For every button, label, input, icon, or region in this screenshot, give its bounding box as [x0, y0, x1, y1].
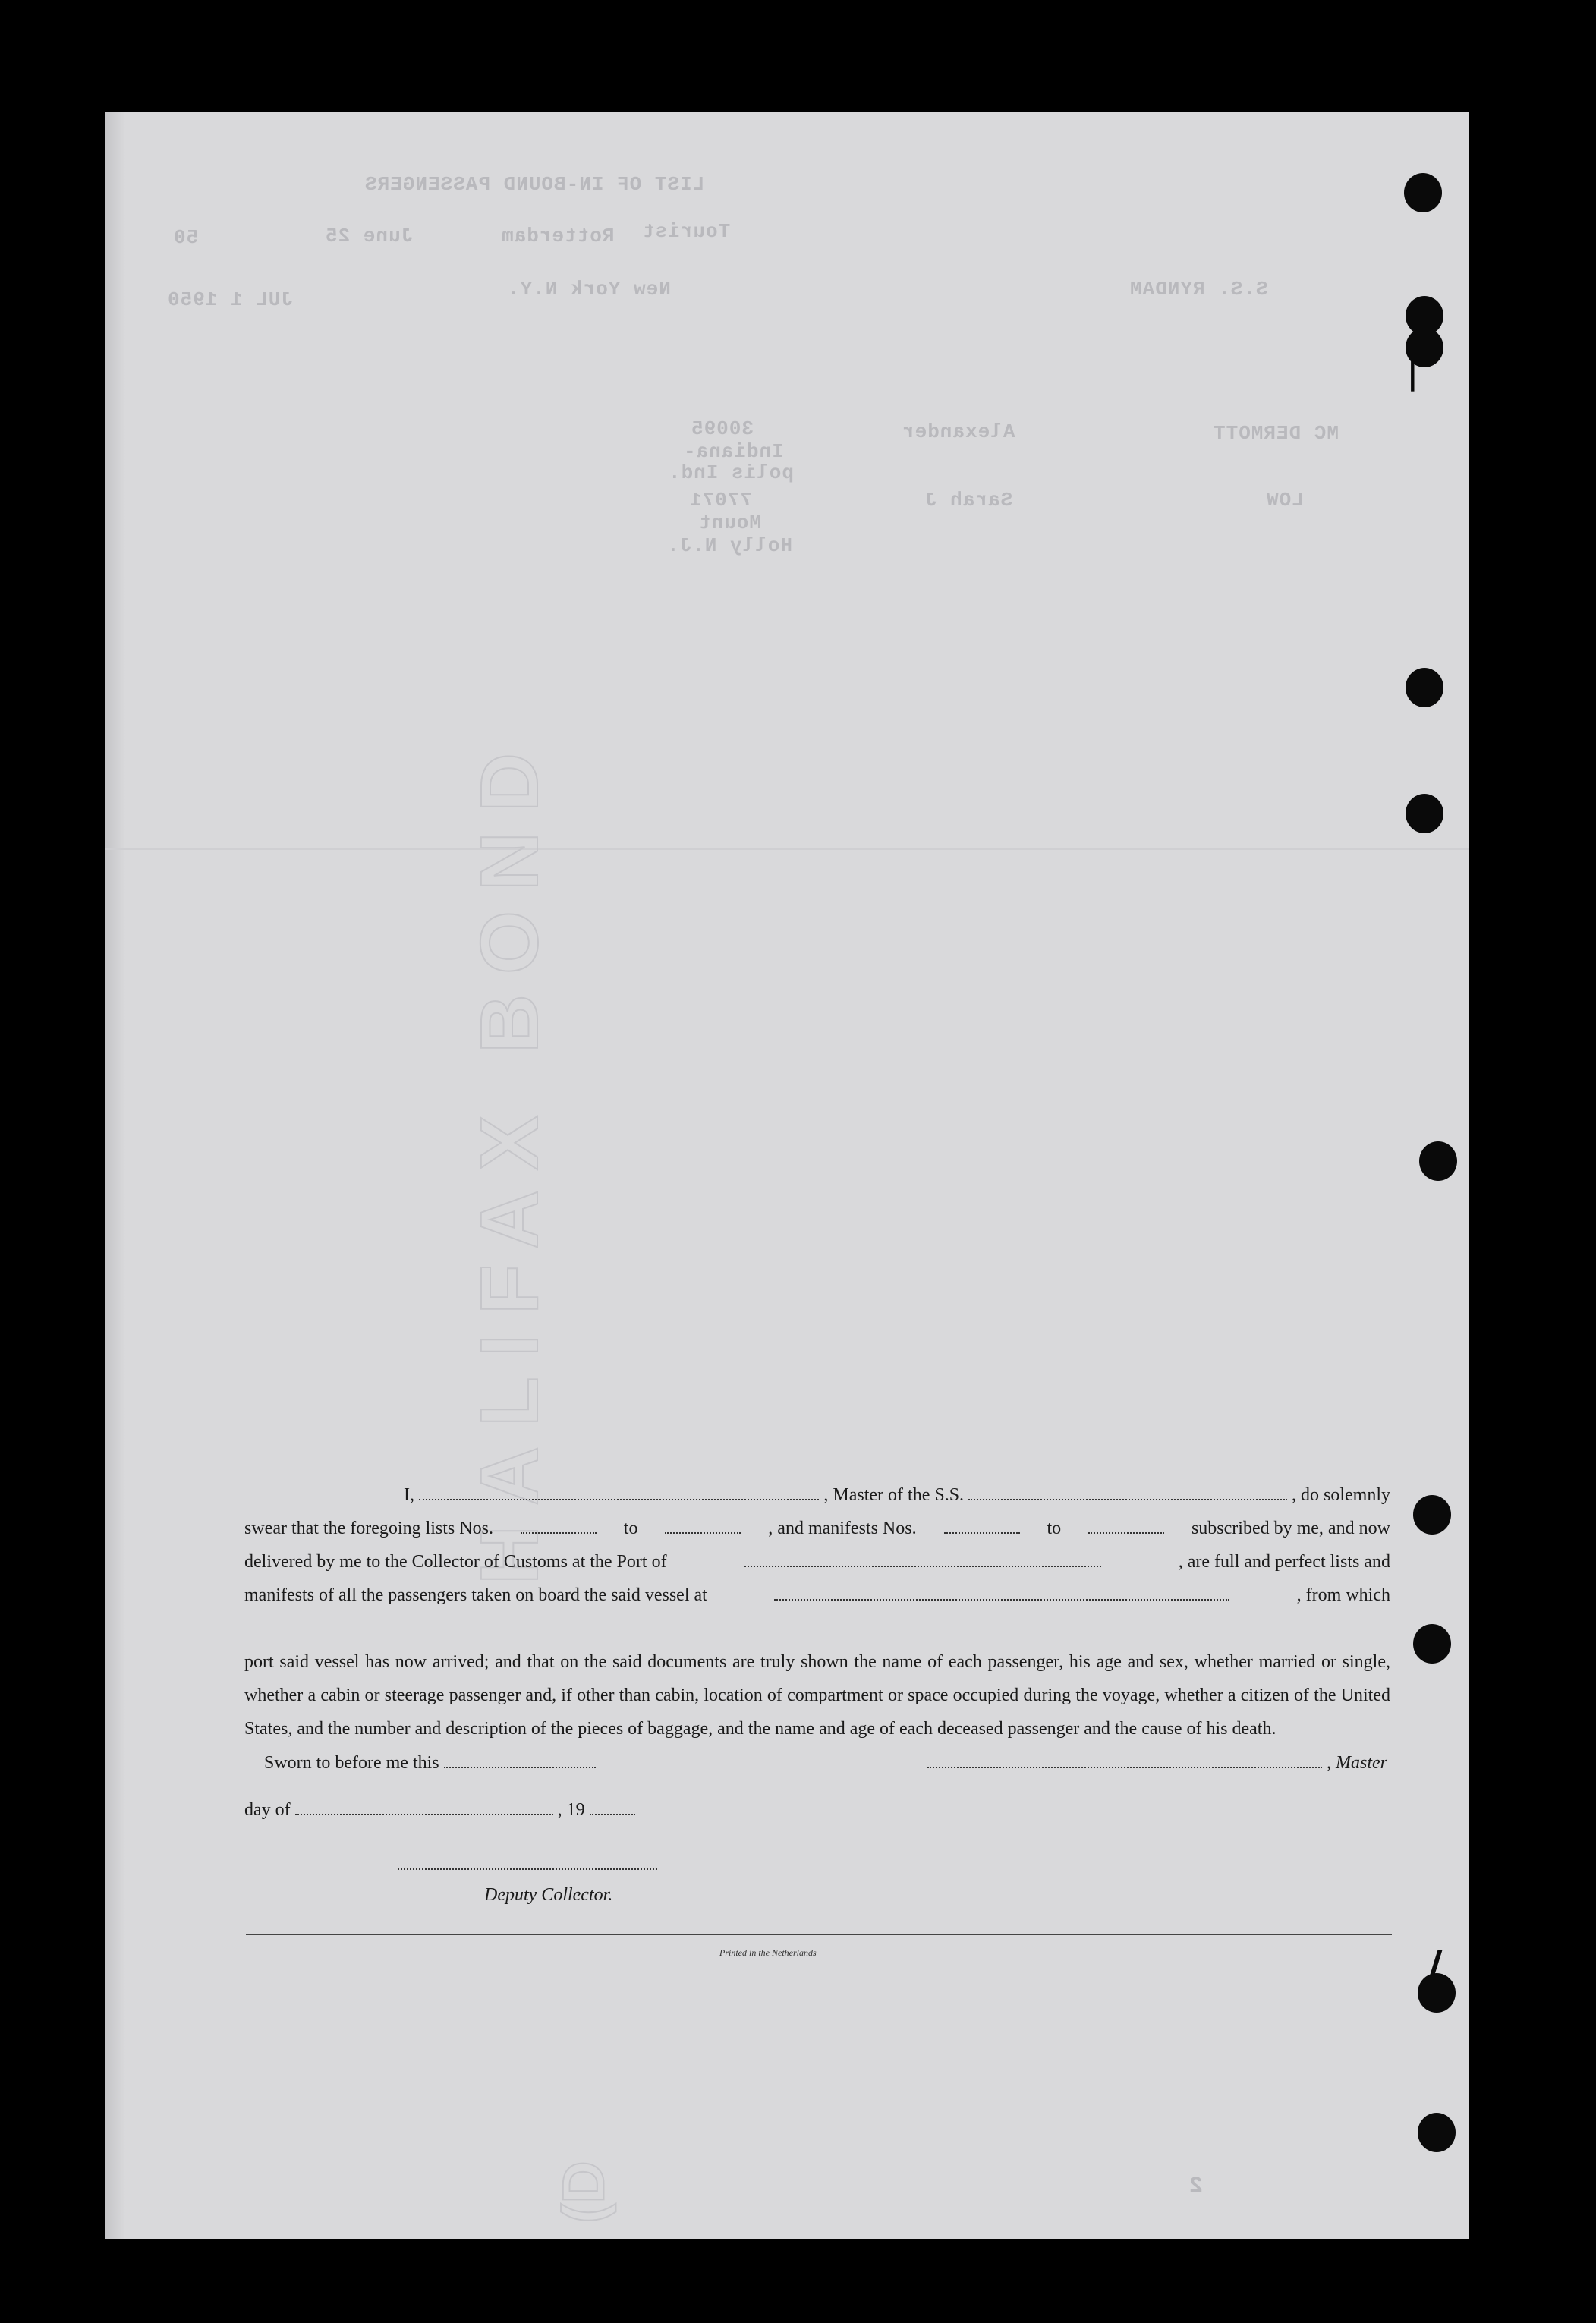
port-field[interactable]	[744, 1555, 1101, 1567]
watermark-halifax-bond: HALIFAX BOND	[463, 733, 555, 1585]
document-page	[105, 112, 1469, 2239]
punch-hole-4	[1406, 668, 1443, 707]
oath-line-2	[244, 1512, 1390, 1545]
day-of-line	[244, 1800, 640, 1821]
oath-manifests: , and manifests Nos.	[768, 1519, 917, 1538]
punch-hole-7	[1413, 1495, 1451, 1535]
ghost-row1-addr2: polis Ind.	[668, 461, 795, 484]
ghost-header-class: Tourist	[642, 220, 731, 243]
oath-i: I,	[404, 1485, 414, 1505]
ghost-row1-name: MC DERMOTT	[1213, 422, 1339, 445]
year-prefix: , 19	[557, 1800, 585, 1820]
day-of-label: day of	[244, 1800, 291, 1820]
oath-body: port said vessel has now arrived; and that on the said documents are truly shown the name of each passenger, his age and sex, whether married or single, whether a cabin or steerage passenger and, if other than cabin, location of compartment or space occupied during the voyage, whether a citizen of the United States, and the number and description of the pieces of baggage, and the name and age of each deceased passenger and the cause of his death.	[244, 1652, 1390, 1739]
page-fold-line	[105, 848, 1469, 850]
ghost-footer-code: 2	[1188, 2173, 1204, 2199]
punch-hole-1	[1404, 173, 1442, 212]
ghost-arrival: New York N.Y.	[507, 278, 671, 301]
printed-in-netherlands: Printed in the Netherlands	[719, 1947, 817, 1958]
ghost-row2-addr1: Mount	[698, 512, 762, 534]
oath-do-solemnly: , do solemnly	[1292, 1485, 1390, 1505]
punch-hole-8	[1413, 1624, 1451, 1664]
deputy-collector-label: Deputy Collector.	[484, 1885, 613, 1905]
master-signature-line	[923, 1753, 1387, 1774]
punch-hole-6	[1419, 1141, 1457, 1181]
oath-manifests-all: manifests of all the passengers taken on board the said vessel at	[244, 1585, 707, 1605]
oath-master-of-ss: , Master of the S.S.	[823, 1485, 965, 1505]
ghost-row2-name: LOW	[1266, 489, 1304, 512]
ghost-header-title: LIST OF IN-BOUND PASSENGERS	[364, 173, 705, 196]
ghost-row2-given: Sarah J	[924, 489, 1013, 512]
sworn-day-field[interactable]	[444, 1756, 596, 1768]
year-field[interactable]	[590, 1803, 635, 1815]
ghost-ship: S.S. RYNDAM	[1129, 278, 1268, 301]
manifests-from-field[interactable]	[944, 1522, 1020, 1534]
deputy-signature-field[interactable]	[398, 1868, 657, 1870]
oath-line-1	[244, 1478, 1390, 1512]
ghost-header-port: Rotterdam	[501, 225, 615, 247]
punch-hole-10	[1418, 2113, 1456, 2152]
watermark-bottom: (D	[549, 2161, 617, 2224]
master-signature-field[interactable]	[927, 1756, 1322, 1768]
oath-from-which: , from which	[1296, 1585, 1390, 1605]
sworn-line	[264, 1753, 600, 1774]
sworn-label: Sworn to before me this	[264, 1753, 439, 1773]
footer-rule	[246, 1934, 1392, 1935]
ghost-row1-addr1: Indiana-	[683, 440, 784, 463]
punch-hole-5	[1406, 794, 1443, 833]
embark-port-field[interactable]	[774, 1588, 1229, 1601]
manifests-to-field[interactable]	[1088, 1522, 1164, 1534]
edge-mark-1: |	[1407, 357, 1418, 392]
lists-to-field[interactable]	[665, 1522, 741, 1534]
oath-delivered: delivered by me to the Collector of Customs at the Port of	[244, 1552, 667, 1572]
oath-swear: swear that the foregoing lists Nos.	[244, 1519, 493, 1538]
ghost-arrival-date: JUL 1 1950	[167, 288, 294, 311]
ghost-row2-num: 77071	[689, 489, 753, 512]
ghost-row1-given: Alexander	[902, 420, 1015, 443]
page-edge-shadow	[105, 112, 125, 2239]
master-label: , Master	[1327, 1753, 1387, 1773]
oath-full: , are full and perfect lists and	[1178, 1552, 1390, 1572]
edge-mark-2: /	[1427, 1943, 1443, 1992]
ghost-row1-num: 30095	[691, 417, 754, 440]
oath-form-fields	[244, 1478, 1390, 1612]
oath-to-2: to	[1047, 1519, 1062, 1538]
oath-subscribed: subscribed by me, and now	[1191, 1519, 1390, 1538]
master-name-field[interactable]	[419, 1488, 819, 1500]
lists-from-field[interactable]	[521, 1522, 597, 1534]
ghost-header-date: June 25	[325, 225, 414, 247]
oath-line-4	[244, 1579, 1390, 1612]
ghost-header-year: 50	[173, 226, 199, 249]
month-field[interactable]	[295, 1803, 553, 1815]
ship-name-field[interactable]	[968, 1488, 1287, 1500]
oath-line-3	[244, 1545, 1390, 1579]
oath-to-1: to	[623, 1519, 638, 1538]
ghost-row2-addr2: Holly N.J.	[666, 534, 793, 557]
